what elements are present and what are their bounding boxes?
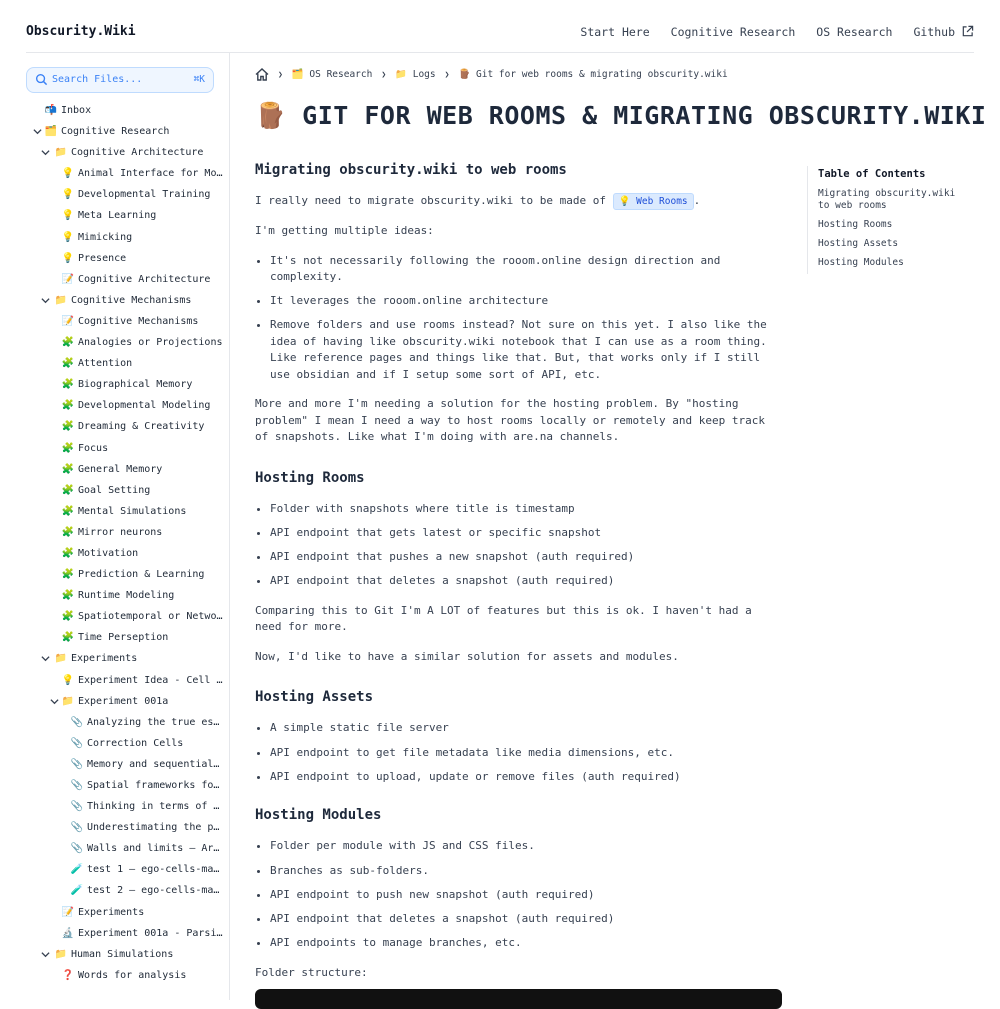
toc-item-hosting-rooms[interactable]: Hosting Rooms bbox=[818, 219, 893, 230]
tree-item-icon: 📎 bbox=[70, 843, 84, 855]
list-item: • Remove folders and use rooms instead? Not sure on this yet. I also like the idea of having like obscurity.wiki notebook that I can use as a room thing. Like reference pages and things like that. But, that works only if I still use obsidian and if I setup some sort of API, etc. bbox=[270, 317, 783, 383]
tree-item-icon: 🧩 bbox=[61, 484, 75, 496]
breadcrumb-logs[interactable] bbox=[395, 69, 435, 80]
sidebar-tree-item[interactable] bbox=[0, 754, 229, 775]
tree-item-label: Biographical Memory bbox=[78, 379, 193, 391]
list-item: • It leverages the rooom.online architecture bbox=[270, 293, 783, 310]
tree-item-icon: 📁 bbox=[54, 653, 68, 665]
list-item: • API endpoint that gets latest or specific snapshot bbox=[270, 525, 783, 542]
tree-item-label: Cognitive Mechanisms bbox=[71, 294, 192, 306]
tree-item-icon: 📎 bbox=[70, 801, 84, 813]
tree-item-icon: 📎 bbox=[70, 780, 84, 791]
chevron-down-icon[interactable] bbox=[41, 149, 50, 156]
bullet-list bbox=[255, 501, 783, 590]
tree-item-icon: 📎 bbox=[70, 737, 84, 749]
list-item: • API endpoint to push new snapshot (auth required) bbox=[270, 887, 783, 904]
site-brand[interactable]: Obscurity.Wiki bbox=[26, 24, 136, 39]
tree-item-label: Motivation bbox=[78, 547, 139, 559]
breadcrumb-current bbox=[458, 69, 727, 80]
tree-item-label: Prediction & Learning bbox=[78, 569, 205, 581]
tree-item-icon: 📝 bbox=[61, 906, 75, 918]
tree-item-label: Goal Setting bbox=[78, 484, 151, 496]
paragraph: I'm getting multiple ideas: bbox=[255, 224, 434, 237]
bullet-list bbox=[255, 720, 783, 785]
sidebar-tree-item[interactable] bbox=[0, 395, 229, 416]
list-item: • API endpoint that deletes a snapshot (auth required) bbox=[270, 911, 783, 928]
paragraph bbox=[255, 193, 783, 210]
top-nav-bar bbox=[26, 0, 974, 53]
sidebar-tree-item[interactable] bbox=[0, 712, 229, 733]
nav-start-here[interactable]: Start Here bbox=[580, 25, 650, 39]
nav-cognitive-research[interactable]: Cognitive Research bbox=[670, 25, 796, 39]
breadcrumb-separator-icon: ❯ bbox=[381, 70, 387, 79]
tree-item-label: Correction Cells bbox=[87, 737, 184, 749]
tree-item-icon: 📁 bbox=[54, 948, 68, 960]
tree-item-icon: 🔬 bbox=[61, 927, 75, 939]
tree-item-icon: 🧩 bbox=[61, 463, 75, 475]
list-item: • Folder with snapshots where title is timestamp bbox=[270, 501, 783, 518]
sidebar-tree-item[interactable] bbox=[0, 859, 229, 880]
tree-item-label: General Memory bbox=[78, 463, 163, 475]
page-title: 🪵 GIT FOR WEB ROOMS & MIGRATING OBSCURITY.WIKI bbox=[255, 101, 987, 130]
sidebar-tree-item[interactable] bbox=[0, 121, 229, 142]
sidebar-tree-item[interactable] bbox=[0, 142, 229, 163]
heading-hosting-assets: Hosting Assets bbox=[255, 689, 374, 706]
tree-item-icon: 📝 bbox=[61, 315, 75, 327]
tree-item-label: Experiment 001a - Parsi… bbox=[78, 927, 223, 939]
sidebar-tree-item[interactable] bbox=[0, 374, 229, 395]
tree-item-icon: 💡 bbox=[61, 674, 75, 686]
toc-item-migrating[interactable]: Migrating obscurity.wiki to web rooms bbox=[818, 188, 956, 211]
toc-item-hosting-modules[interactable]: Hosting Modules bbox=[818, 257, 904, 268]
search-input[interactable] bbox=[26, 67, 214, 93]
folder-icon: 📁 bbox=[395, 69, 407, 80]
tree-item-icon: 📎 bbox=[70, 822, 84, 834]
tree-item-icon: 🧩 bbox=[61, 569, 75, 581]
tree-item-icon: 🧩 bbox=[61, 547, 75, 559]
web-rooms-link[interactable]: 💡 Web Rooms bbox=[613, 193, 694, 210]
tree-item-icon: 🧩 bbox=[61, 337, 75, 349]
search-shortcut: ⌘K bbox=[193, 74, 205, 85]
tree-item-label: Human Simulations bbox=[71, 948, 174, 960]
tree-item-label: Cognitive Architecture bbox=[78, 273, 211, 285]
sidebar-tree-item[interactable] bbox=[0, 585, 229, 606]
sidebar-tree-item[interactable] bbox=[0, 163, 229, 184]
top-nav bbox=[559, 25, 974, 39]
tree-item-label: Developmental Modeling bbox=[78, 400, 211, 412]
tree-item-icon: 💡 bbox=[61, 168, 75, 180]
paragraph: More and more I'm needing a solution for the hosting problem. By "hosting problem" I mean I need a way to host rooms locally or remotely and keep track of snapshots. Like what I'm doing with are.na channels. bbox=[255, 397, 765, 444]
tree-item-icon: 🧩 bbox=[61, 379, 75, 391]
tree-item-icon: 🧩 bbox=[61, 632, 75, 644]
sidebar-tree-item[interactable] bbox=[0, 100, 229, 121]
tree-item-label: Mental Simulations bbox=[78, 505, 187, 517]
tree-item-icon: 🧩 bbox=[61, 526, 75, 538]
breadcrumb bbox=[255, 68, 728, 81]
list-item: • API endpoint to upload, update or remove files (auth required) bbox=[270, 769, 783, 786]
paragraph: Folder structure: bbox=[255, 965, 368, 979]
tree-item-label: Mimicking bbox=[78, 231, 133, 243]
chevron-down-icon[interactable] bbox=[41, 297, 50, 304]
paragraph: Comparing this to Git I'm A LOT of features but this is ok. I haven't had a need for more. bbox=[255, 603, 752, 634]
tree-item-icon: 🗂️ bbox=[44, 126, 58, 138]
sidebar-tree-item[interactable] bbox=[0, 522, 229, 543]
file-tree bbox=[0, 100, 229, 986]
sidebar-tree-item[interactable] bbox=[0, 606, 229, 627]
sidebar-tree-item[interactable] bbox=[0, 796, 229, 817]
article-body bbox=[255, 160, 783, 994]
sidebar-tree-item[interactable] bbox=[0, 923, 229, 944]
tree-item-icon: ❓ bbox=[61, 969, 75, 981]
tree-item-label: Dreaming & Creativity bbox=[78, 421, 205, 433]
tree-item-label: Experiment 001a bbox=[78, 695, 169, 707]
list-item: • Branches as sub-folders. bbox=[270, 863, 783, 880]
chevron-down-icon[interactable] bbox=[33, 128, 42, 135]
toc-item-hosting-assets[interactable]: Hosting Assets bbox=[818, 238, 899, 249]
home-icon[interactable] bbox=[255, 68, 269, 81]
heading-migrating: Migrating obscurity.wiki to web rooms bbox=[255, 162, 567, 178]
sidebar-tree-item[interactable] bbox=[0, 248, 229, 269]
sidebar-tree-item[interactable] bbox=[0, 670, 229, 691]
tree-item-label: Experiment Idea - Cell … bbox=[78, 674, 223, 686]
bullet-list bbox=[255, 838, 783, 951]
list-item: • API endpoint that pushes a new snapshot (auth required) bbox=[270, 549, 783, 566]
toc-title: Table of Contents bbox=[818, 168, 926, 180]
sidebar-tree-item[interactable] bbox=[0, 311, 229, 332]
tree-item-icon: 🧩 bbox=[61, 505, 75, 517]
nav-github-label: Github bbox=[913, 25, 955, 39]
tree-item-icon: 🧪 bbox=[70, 885, 84, 897]
code-block bbox=[255, 989, 782, 1009]
breadcrumb-separator-icon: ❯ bbox=[444, 70, 450, 79]
tree-item-icon: 🧩 bbox=[61, 358, 75, 370]
breadcrumb-separator-icon: ❯ bbox=[278, 70, 283, 79]
breadcrumb-label: Logs bbox=[412, 69, 436, 80]
table-of-contents bbox=[807, 166, 968, 274]
list-item: • API endpoint that deletes a snapshot (auth required) bbox=[270, 573, 783, 590]
sidebar-tree-item[interactable] bbox=[0, 817, 229, 838]
tree-item-label: Thinking in terms of … bbox=[87, 801, 220, 813]
tree-item-label: Cognitive Mechanisms bbox=[78, 315, 199, 327]
tree-item-label: Cognitive Architecture bbox=[71, 147, 204, 159]
tree-item-label: Animal Interface for Mo… bbox=[78, 168, 223, 180]
nav-os-research[interactable]: OS Research bbox=[816, 25, 893, 39]
tree-item-label: Meta Learning bbox=[78, 210, 157, 222]
tree-item-label: Runtime Modeling bbox=[78, 590, 175, 602]
sidebar-tree-item[interactable] bbox=[0, 480, 229, 501]
tree-item-icon: 🧩 bbox=[61, 442, 75, 454]
paragraph-text: I really need to migrate obscurity.wiki to be made of bbox=[255, 194, 613, 207]
sidebar-tree-item[interactable] bbox=[0, 902, 229, 923]
sidebar-tree-item[interactable] bbox=[0, 944, 229, 965]
tree-item-label: Attention bbox=[78, 358, 133, 370]
tree-item-icon: 📝 bbox=[61, 273, 75, 285]
tree-item-icon: 💡 bbox=[61, 189, 75, 201]
tree-item-label: Developmental Training bbox=[78, 189, 211, 201]
breadcrumb-os-research[interactable] bbox=[292, 69, 373, 80]
sidebar-tree-item[interactable] bbox=[0, 880, 229, 901]
sidebar-tree-item[interactable] bbox=[0, 438, 229, 459]
external-link-icon bbox=[961, 25, 974, 38]
nav-github[interactable] bbox=[913, 25, 974, 39]
sidebar-tree-item[interactable] bbox=[0, 459, 229, 480]
sidebar-tree-item[interactable] bbox=[0, 332, 229, 353]
tree-item-label: Spatial frameworks fo… bbox=[87, 780, 220, 791]
sidebar-tree-item[interactable] bbox=[0, 733, 229, 754]
tree-item-icon: 🧪 bbox=[70, 864, 84, 876]
tree-item-icon: 🧩 bbox=[61, 611, 75, 623]
heading-hosting-modules: Hosting Modules bbox=[255, 807, 382, 824]
tree-item-icon: 💡 bbox=[61, 231, 75, 243]
sidebar-tree-item[interactable] bbox=[0, 691, 229, 712]
search-icon bbox=[35, 73, 48, 86]
sidebar-tree-item[interactable] bbox=[0, 416, 229, 437]
chevron-down-icon[interactable] bbox=[41, 655, 50, 662]
tree-item-icon: 🧩 bbox=[61, 590, 75, 602]
tree-item-icon: 🧩 bbox=[61, 400, 75, 412]
sidebar-tree-item[interactable] bbox=[0, 353, 229, 374]
tree-item-label: Focus bbox=[78, 442, 109, 454]
tree-item-label: Memory and sequential… bbox=[87, 758, 220, 770]
sidebar-tree-item[interactable] bbox=[0, 290, 229, 311]
sidebar bbox=[0, 53, 230, 1000]
paragraph-text: . bbox=[693, 194, 701, 207]
tree-item-icon: 📎 bbox=[70, 716, 84, 728]
tree-item-label: Spatiotemporal or Netwo… bbox=[78, 611, 223, 623]
sidebar-tree-item[interactable] bbox=[0, 501, 229, 522]
tree-item-label: Presence bbox=[78, 252, 127, 264]
tree-item-label: Walls and limits — Ar… bbox=[87, 843, 220, 855]
tree-item-label: Inbox bbox=[61, 105, 92, 116]
breadcrumb-label: OS Research bbox=[309, 69, 373, 80]
tree-item-icon: 📁 bbox=[54, 294, 68, 306]
tree-item-icon: 📁 bbox=[61, 695, 75, 707]
sidebar-tree-item[interactable] bbox=[0, 205, 229, 226]
sidebar-tree-item[interactable] bbox=[0, 184, 229, 205]
tree-item-icon: 💡 bbox=[61, 210, 75, 222]
chevron-down-icon[interactable] bbox=[41, 951, 50, 958]
tree-item-label: test 1 — ego-cells-ma… bbox=[87, 864, 220, 876]
list-item: • Folder per module with JS and CSS files. bbox=[270, 838, 783, 855]
folder-icon: 🗂️ bbox=[291, 69, 304, 80]
sidebar-tree-item[interactable] bbox=[0, 965, 229, 986]
sidebar-tree-item[interactable] bbox=[0, 838, 229, 859]
search-placeholder: Search Files... bbox=[52, 74, 143, 85]
tree-item-icon: 📎 bbox=[70, 758, 84, 770]
tree-item-label: Analogies or Projections bbox=[78, 337, 223, 349]
chevron-down-icon[interactable] bbox=[50, 698, 59, 705]
tree-item-label: Mirror neurons bbox=[78, 526, 163, 538]
sidebar-tree-item[interactable] bbox=[0, 648, 229, 669]
sidebar-tree-item[interactable] bbox=[0, 543, 229, 564]
tree-item-label: Analyzing the true es… bbox=[87, 716, 220, 728]
list-item: • A simple static file server bbox=[270, 720, 783, 737]
sidebar-tree-item[interactable] bbox=[0, 775, 229, 796]
tree-item-label: Cognitive Research bbox=[61, 126, 170, 138]
tree-item-icon: 📬 bbox=[44, 105, 58, 116]
tree-item-icon: 💡 bbox=[61, 252, 75, 264]
tree-item-label: Experiments bbox=[71, 653, 138, 665]
tree-item-label: Underestimating the p… bbox=[87, 822, 220, 834]
tree-item-icon: 📁 bbox=[54, 147, 68, 159]
paragraph: Now, I'd like to have a similar solution for assets and modules. bbox=[255, 649, 679, 663]
sidebar-tree-item[interactable] bbox=[0, 269, 229, 290]
heading-hosting-rooms: Hosting Rooms bbox=[255, 469, 365, 486]
tree-item-label: Words for analysis bbox=[78, 969, 187, 981]
sidebar-tree-item[interactable] bbox=[0, 627, 229, 648]
tree-item-label: test 2 — ego-cells-ma… bbox=[87, 885, 220, 897]
tree-item-icon: 🧩 bbox=[61, 421, 75, 433]
tree-item-label: Experiments bbox=[78, 906, 145, 918]
list-item: • API endpoints to manage branches, etc. bbox=[270, 935, 783, 952]
list-item: • API endpoint to get file metadata like media dimensions, etc. bbox=[270, 745, 783, 762]
tree-item-label: Time Perseption bbox=[78, 632, 169, 644]
bullet-list bbox=[255, 253, 783, 384]
log-icon: 🪵 bbox=[458, 69, 471, 80]
list-item: • It's not necessarily following the rooom.online design direction and complexity. bbox=[270, 253, 783, 286]
breadcrumb-label: Git for web rooms & migrating obscurity.wiki bbox=[476, 69, 728, 80]
sidebar-tree-item[interactable] bbox=[0, 227, 229, 248]
sidebar-tree-item[interactable] bbox=[0, 564, 229, 585]
